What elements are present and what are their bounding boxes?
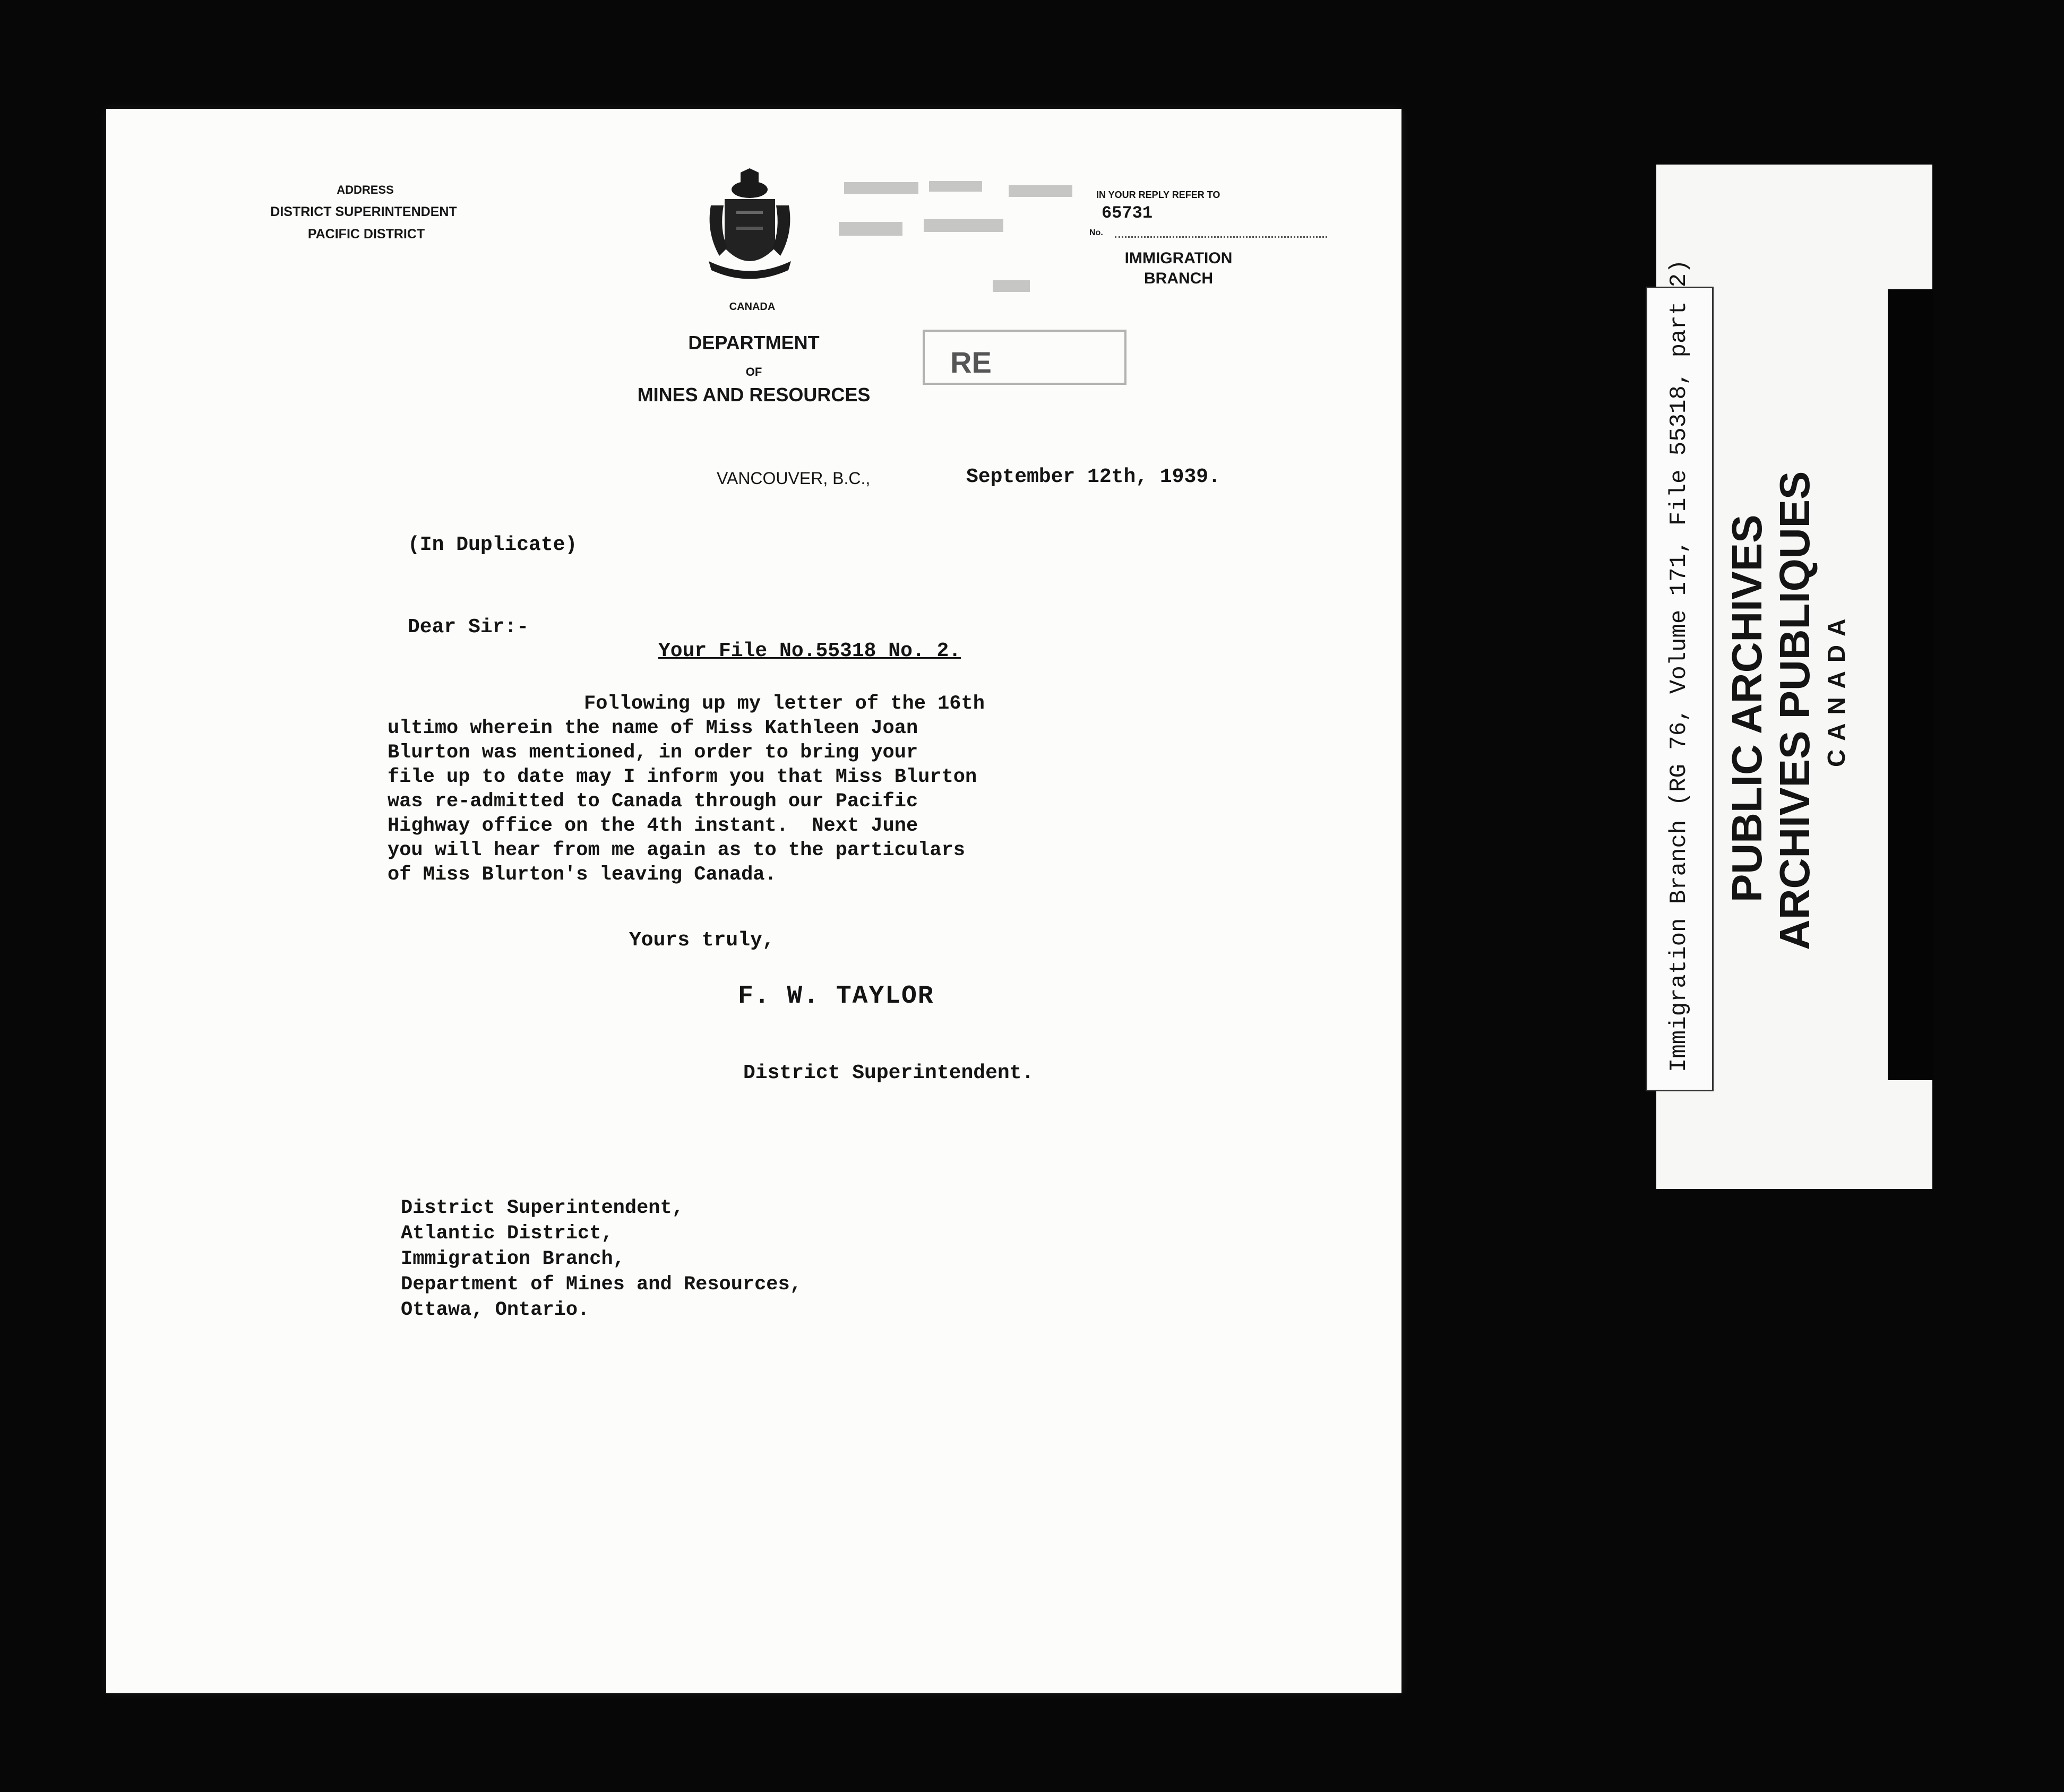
body-line: Highway office on the 4th instant. Next June	[388, 815, 918, 837]
department-of: OF	[745, 365, 762, 378]
recipient-line: District Superintendent,	[401, 1197, 684, 1219]
archive-line-canada: CANADA	[1822, 610, 1850, 767]
coat-of-arms-icon	[703, 168, 796, 282]
address-label: ADDRESS	[337, 183, 394, 196]
archive-line-public: PUBLIC ARCHIVES	[1723, 514, 1770, 902]
signer-title: District Superintendent.	[743, 1062, 1034, 1084]
subject-line: Your File No.55318 No. 2.	[658, 640, 961, 662]
no-label: No.	[1089, 228, 1103, 237]
country-label: CANADA	[729, 301, 776, 313]
salutation: Dear Sir:-	[408, 616, 529, 639]
address-line-2: PACIFIC DISTRICT	[307, 227, 425, 242]
body-line: of Miss Blurton's leaving Canada.	[388, 864, 777, 886]
archive-line-publiques: ARCHIVES PUBLIQUES	[1771, 471, 1818, 950]
body-line: ultimo wherein the name of Miss Kathleen Joan	[388, 717, 918, 739]
archive-reference-text: Immigration Branch (RG 76, Volume 171, File 55318, part 2)	[1666, 259, 1692, 1072]
reply-refer-label: IN YOUR REPLY REFER TO	[1096, 189, 1220, 200]
duplicate-note: (In Duplicate)	[408, 533, 578, 556]
reply-number: 65731	[1102, 203, 1153, 223]
address-line-1: DISTRICT SUPERINTENDENT	[270, 204, 457, 219]
letter-page	[106, 109, 1401, 1693]
ministry-label: MINES AND RESOURCES	[637, 384, 871, 406]
recipient-line: Department of Mines and Resources,	[401, 1273, 802, 1296]
signature: F. W. TAYLOR	[738, 982, 934, 1011]
reply-number-line	[1115, 236, 1327, 238]
body-line: you will hear from me again as to the particulars	[388, 839, 965, 861]
body-line: Following up my letter of the 16th	[584, 693, 985, 715]
recipient-line: Ottawa, Ontario.	[401, 1299, 590, 1321]
recipient-line: Immigration Branch,	[401, 1248, 625, 1270]
recipient-line: Atlantic District,	[401, 1222, 613, 1245]
branch-line-2: BRANCH	[1144, 270, 1213, 287]
body-line: was re-admitted to Canada through our Pacific	[388, 790, 918, 813]
body-line: file up to date may I inform you that Miss Blurton	[388, 766, 977, 788]
received-stamp-text: RE	[950, 346, 992, 379]
place-label: VANCOUVER, B.C.,	[717, 469, 871, 488]
department-label: DEPARTMENT	[688, 332, 820, 354]
closing: Yours truly,	[629, 929, 775, 952]
branch-line-1: IMMIGRATION	[1124, 249, 1233, 267]
body-line: Blurton was mentioned, in order to bring your	[388, 742, 918, 764]
letter-date: September 12th, 1939.	[966, 466, 1220, 488]
label-shadow	[1888, 289, 1933, 1080]
